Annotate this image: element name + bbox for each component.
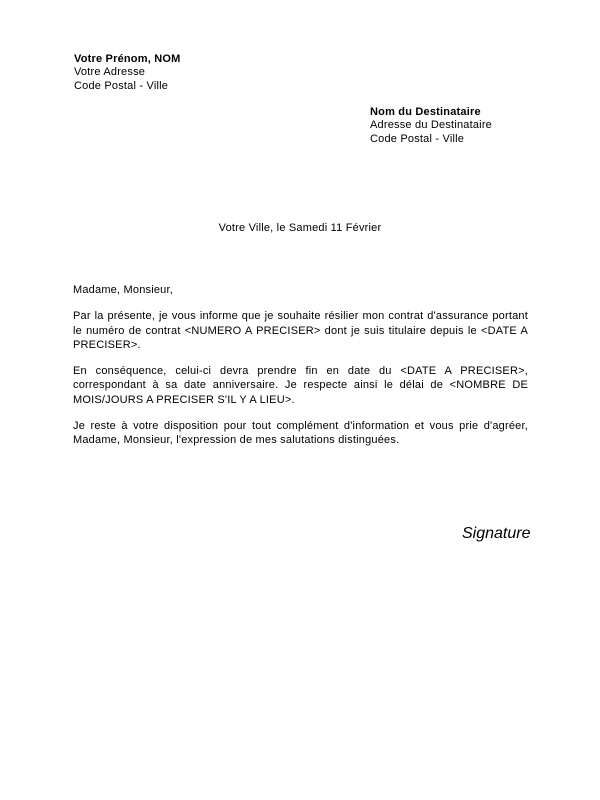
recipient-address: Adresse du Destinataire bbox=[370, 119, 492, 132]
sender-name: Votre Prénom, NOM bbox=[74, 53, 181, 65]
paragraph-2: En conséquence, celui-ci devra prendre fin en date du <DATE A PRECISER>, correspondant à sa date anniversaire. Je respecte ainsi le délai de <NOMBRE DE MOIS/JOURS A PRECISER S'IL Y A LIEU>. bbox=[73, 365, 528, 406]
letter-body bbox=[73, 283, 528, 460]
recipient-city: Code Postal - Ville bbox=[370, 132, 465, 145]
paragraph-3: Je reste à votre disposition pour tout complément d'information et vous prie d'agréer, Madame, Monsieur, l'expression de mes salutations distinguées. bbox=[73, 420, 528, 447]
signature-label: Signature bbox=[462, 525, 531, 542]
recipient-name: Nom du Destinataire bbox=[370, 106, 481, 118]
salutation: Madame, Monsieur, bbox=[73, 284, 173, 296]
sender-address: Votre Adresse bbox=[74, 66, 146, 79]
sender-city: Code Postal - Ville bbox=[74, 79, 169, 92]
sender-block bbox=[74, 53, 181, 93]
date-line: Votre Ville, le Samedi 11 Février bbox=[218, 222, 382, 234]
recipient-block bbox=[370, 106, 492, 146]
paragraph-1: Par la présente, je vous informe que je souhaite résilier mon contrat d'assurance portant le numéro de contrat <NUMERO A PRECISER> dont je suis titulaire depuis le <DATE A PRECISER>. bbox=[73, 310, 528, 351]
